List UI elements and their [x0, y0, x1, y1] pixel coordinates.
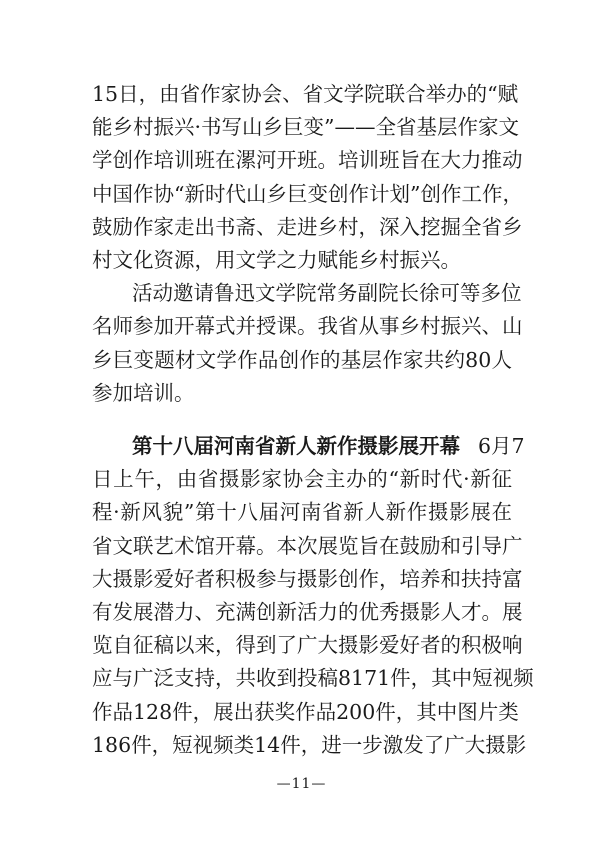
- paragraph-line: 应与广泛支持，共收到投稿8171件，其中短视频: [92, 666, 534, 691]
- paragraph-line: 省文联艺术馆开幕。本次展览旨在鼓励和引导广: [92, 533, 523, 558]
- paragraph-line: 15日，由省作家协会、省文学院联合举办的“赋: [92, 82, 519, 106]
- section-heading: 第十八届河南省新人新作摄影展开幕: [132, 433, 460, 458]
- paragraph-line: 乡巨变题材文学作品创作的基层作家共约80人: [92, 347, 512, 372]
- paragraph-line: 鼓励作家走出书斋、走进乡村，深入挖掘全省乡: [92, 214, 523, 239]
- paragraph-line: 学创作培训班在漯河开班。培训班旨在大力推动: [92, 148, 523, 173]
- paragraph-line: 名师参加开幕式并授课。我省从事乡村振兴、山: [92, 314, 523, 339]
- paragraph-line: 有发展潜力、充满创新活力的优秀摄影人才。展: [92, 599, 523, 624]
- paragraph-line: 作品128件，展出获奖作品200件，其中图片类: [92, 699, 519, 724]
- section-date-start: 6月7: [478, 433, 525, 458]
- paragraph-line: 日上午，由省摄影家协会主办的“新时代·新征: [92, 467, 512, 492]
- paragraph-line: 参加培训。: [92, 380, 195, 405]
- paragraph-line: 大摄影爱好者积极参与摄影创作，培养和扶持富: [92, 566, 523, 591]
- section-first-line: [132, 430, 525, 463]
- paragraph-line: 览自征稿以来，得到了广大摄影爱好者的积极响: [92, 633, 523, 658]
- paragraph-line: 活动邀请鲁迅文学院常务副院长徐可等多位: [132, 281, 522, 306]
- paragraph-line: 186件，短视频类14件，进一步激发了广大摄影: [92, 732, 527, 757]
- paragraph-line: 村文化资源，用文学之力赋能乡村振兴。: [92, 248, 461, 272]
- page-number: —11—: [276, 775, 327, 792]
- paragraph-line: 程·新风貌”第十八届河南省新人新作摄影展在: [92, 500, 512, 525]
- paragraph-line: 中国作协“新时代山乡巨变创作计划”创作工作，: [92, 181, 523, 206]
- paragraph-line: 能乡村振兴·书写山乡巨变”——全省基层作家文: [92, 115, 519, 140]
